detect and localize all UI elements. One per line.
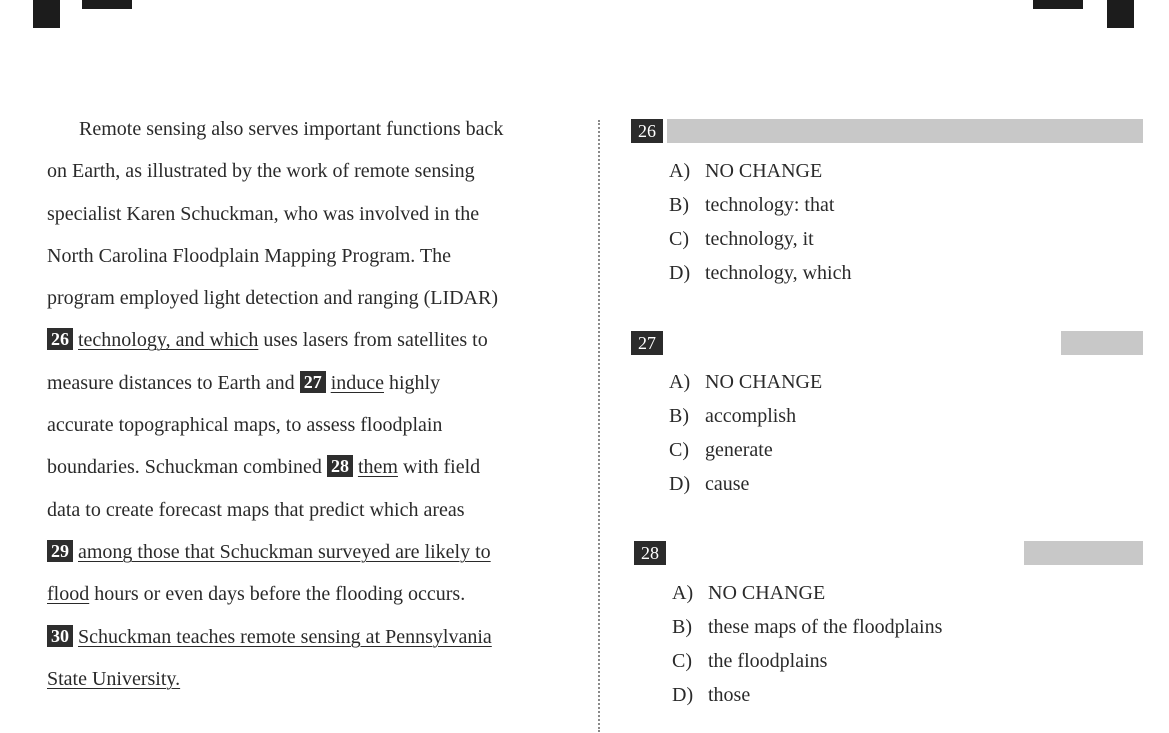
- passage-line: [47, 573, 567, 615]
- option-text: NO CHANGE: [705, 371, 823, 393]
- passage-line: [47, 531, 567, 573]
- option-letter: B): [669, 194, 689, 216]
- passage-text: uses lasers from satellites to: [258, 329, 488, 352]
- reading-passage: [47, 108, 567, 700]
- option-text: cause: [705, 473, 750, 495]
- question-marker-26[interactable]: 26: [47, 328, 73, 350]
- passage-line: data to create forecast maps that predict which areas: [47, 498, 465, 521]
- corner-mark-left: [33, 0, 60, 28]
- option-letter: C): [672, 650, 692, 672]
- answer-option-28-b[interactable]: [672, 610, 942, 644]
- option-text: these maps of the floodplains: [708, 616, 943, 638]
- question-header-27: [631, 331, 1143, 355]
- passage-line: North Carolina Floodplain Mapping Program. The: [47, 244, 452, 267]
- question-marker-29[interactable]: 29: [47, 540, 73, 562]
- passage-text: boundaries. Schuckman combined: [47, 456, 327, 479]
- question-header-28: [634, 541, 1146, 565]
- option-letter: D): [669, 473, 691, 495]
- option-text: those: [708, 684, 751, 706]
- question-bar: [667, 119, 1143, 143]
- answer-choices-27: [669, 365, 822, 501]
- corner-mark-right-bar: [1033, 0, 1083, 9]
- answer-option-27-c[interactable]: [669, 433, 822, 467]
- passage-line: on Earth, as illustrated by the work of remote sensing: [47, 160, 475, 183]
- passage-line: [47, 446, 567, 488]
- underlined-phrase-27[interactable]: induce: [330, 371, 384, 394]
- option-letter: D): [669, 262, 691, 284]
- answer-option-28-d[interactable]: [672, 678, 942, 712]
- option-letter: D): [672, 684, 694, 706]
- option-letter: B): [669, 405, 689, 427]
- question-bar: [1061, 331, 1143, 355]
- answer-option-26-b[interactable]: [669, 188, 851, 222]
- question-marker-27[interactable]: 27: [300, 371, 326, 393]
- answer-option-26-c[interactable]: [669, 222, 851, 256]
- option-letter: B): [672, 616, 692, 638]
- passage-line: Remote sensing also serves important functions back: [79, 118, 504, 140]
- passage-line: [47, 616, 567, 658]
- question-bar: [1024, 541, 1143, 565]
- passage-text: hours or even days before the flooding occurs.: [89, 583, 466, 606]
- column-divider: [598, 120, 600, 732]
- passage-line: specialist Karen Schuckman, who was involved in the: [47, 202, 480, 225]
- option-text: NO CHANGE: [708, 582, 826, 604]
- corner-mark-right: [1107, 0, 1134, 28]
- option-letter: C): [669, 439, 689, 461]
- answer-choices-28: [672, 576, 942, 712]
- answer-choices-26: [669, 154, 851, 290]
- passage-line: [47, 658, 567, 700]
- underlined-phrase-28[interactable]: them: [357, 456, 398, 479]
- option-text: generate: [705, 439, 773, 461]
- question-header-26: [631, 119, 1143, 143]
- option-text: technology, it: [705, 228, 814, 250]
- passage-text: highly: [384, 371, 441, 394]
- option-text: technology, which: [705, 262, 852, 284]
- underlined-phrase-26[interactable]: technology, and which: [78, 329, 259, 352]
- option-letter: A): [669, 371, 691, 393]
- underlined-phrase-30-cont[interactable]: State University.: [47, 667, 181, 690]
- passage-line: [47, 362, 567, 404]
- answer-option-27-a[interactable]: [669, 365, 822, 399]
- passage-text: with field: [397, 456, 481, 479]
- question-marker-30[interactable]: 30: [47, 625, 73, 647]
- passage-line: accurate topographical maps, to assess floodplain: [47, 414, 443, 437]
- option-text: technology: that: [705, 194, 835, 216]
- answer-option-27-d[interactable]: [669, 467, 822, 501]
- option-letter: C): [669, 228, 689, 250]
- answer-option-26-d[interactable]: [669, 256, 851, 290]
- answer-option-27-b[interactable]: [669, 399, 822, 433]
- answer-option-28-c[interactable]: [672, 644, 942, 678]
- question-number-26: 26: [631, 119, 663, 143]
- passage-line: [47, 319, 567, 361]
- passage-line: program employed light detection and ranging (LIDAR): [47, 287, 498, 310]
- underlined-phrase-29[interactable]: among those that Schuckman surveyed are likely to: [78, 540, 491, 563]
- answer-option-26-a[interactable]: [669, 154, 851, 188]
- corner-mark-left-bar: [82, 0, 132, 9]
- option-letter: A): [669, 160, 691, 182]
- answer-option-28-a[interactable]: [672, 576, 942, 610]
- question-number-27: 27: [631, 331, 663, 355]
- option-text: the floodplains: [708, 650, 828, 672]
- option-text: accomplish: [705, 405, 797, 427]
- question-marker-28[interactable]: 28: [327, 455, 353, 477]
- underlined-phrase-29-cont[interactable]: flood: [47, 583, 90, 606]
- underlined-phrase-30[interactable]: Schuckman teaches remote sensing at Pennsylvania: [78, 625, 492, 648]
- option-letter: A): [672, 582, 694, 604]
- passage-text: measure distances to Earth and: [47, 371, 300, 394]
- option-text: NO CHANGE: [705, 160, 823, 182]
- question-number-28: 28: [634, 541, 666, 565]
